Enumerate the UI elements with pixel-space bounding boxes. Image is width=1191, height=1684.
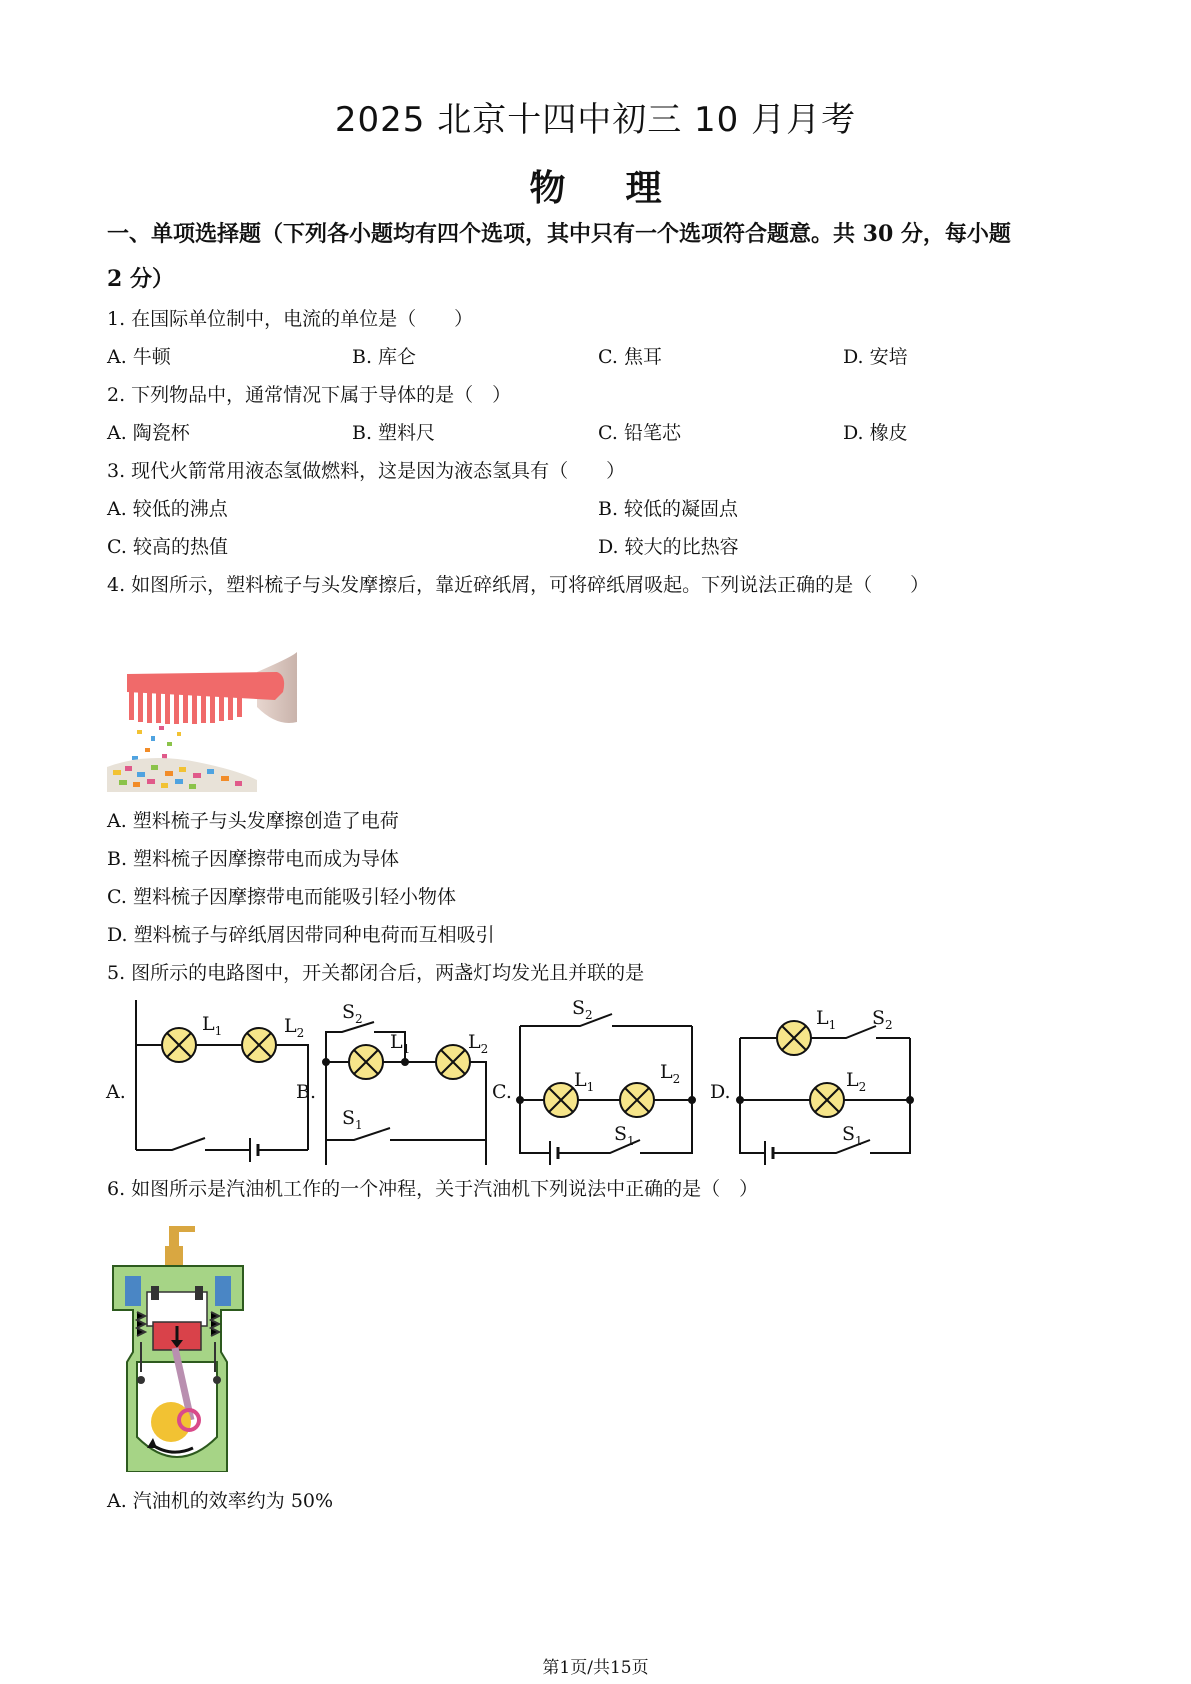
svg-text:L1: $L_1$ (390, 1031, 411, 1056)
q1-option-b: B. 库仑 (352, 346, 417, 368)
q3-option-b: B. 较低的凝固点 (598, 498, 739, 520)
circuit-c (492, 1000, 695, 1165)
engine-figure (107, 1222, 257, 1472)
circuit-a (105, 1000, 308, 1162)
svg-text:L1: $L_1$ (202, 1013, 223, 1038)
q2-option-a: A. 陶瓷杯 (107, 422, 190, 444)
section-heading: 一、单项选择题（下列各小题均有四个选项，其中只有一个选项符合题意。共 30 分，每小题 (107, 221, 1011, 247)
question-1-stem: 1. 在国际单位制中，电流的单位是（ ） (107, 308, 474, 330)
question-3-stem: 3. 现代火箭常用液态氢做燃料，这是因为液态氢具有（ ） (107, 460, 626, 482)
circuit-c-label: C. (492, 1081, 512, 1103)
comb-paper-figure (107, 652, 297, 792)
circuit-d-label: D. (710, 1081, 731, 1103)
q1-option-c: C. 焦耳 (598, 346, 662, 368)
circuit-b-label: B. (296, 1081, 317, 1103)
svg-text:L2: $L_2$ (660, 1061, 681, 1086)
svg-text:S2: $S_2$ (872, 1007, 893, 1032)
circuit-a-label: A. (106, 1081, 126, 1103)
question-5-stem: 5. 图所示的电路图中，开关都闭合后，两盏灯均发光且并联的是 (107, 962, 645, 984)
subject-title: 物理 (529, 167, 722, 209)
q4-option-d: D. 塑料梳子与碎纸屑因带同种电荷而互相吸引 (107, 924, 495, 946)
circuit-d (710, 1007, 913, 1165)
q4-option-c: C. 塑料梳子因摩擦带电而能吸引轻小物体 (107, 886, 456, 908)
svg-text:L2: $L_2$ (468, 1031, 489, 1056)
q3-option-c: C. 较高的热值 (107, 536, 228, 558)
svg-text:S1: $S_1$ (342, 1107, 363, 1132)
exam-title: 2025 北京十四中初三 10 月月考 (334, 100, 857, 140)
q4-option-a: A. 塑料梳子与头发摩擦创造了电荷 (107, 810, 399, 832)
q4-option-b: B. 塑料梳子因摩擦带电而成为导体 (107, 848, 400, 870)
svg-text:L2: $L_2$ (284, 1015, 305, 1040)
circuit-b (296, 1001, 488, 1165)
svg-text:S1: $S_1$ (614, 1123, 635, 1148)
svg-text:L1: $L_1$ (574, 1069, 595, 1094)
q2-option-c: C. 铅笔芯 (598, 422, 681, 444)
svg-text:L1: $L_1$ (816, 1007, 837, 1032)
q6-option-a: A. 汽油机的效率约为 50% (107, 1490, 334, 1512)
section-heading-cont: 2 分） (107, 266, 174, 292)
page-number: 第1页/共15页 (542, 1658, 649, 1678)
q1-option-a: A. 牛顿 (107, 346, 171, 368)
svg-text:S2: $S_2$ (572, 1000, 593, 1022)
question-2-stem: 2. 下列物品中，通常情况下属于导体的是（ ） (107, 384, 512, 406)
q2-option-b: B. 塑料尺 (352, 422, 436, 444)
question-6-stem: 6. 如图所示是汽油机工作的一个冲程，关于汽油机下列说法中正确的是（ ） (107, 1178, 759, 1200)
q1-option-d: D. 安培 (843, 346, 908, 368)
circuit-diagrams (100, 1000, 960, 1165)
q2-option-d: D. 橡皮 (843, 422, 908, 444)
q3-option-a: A. 较低的沸点 (107, 498, 228, 520)
question-4-stem: 4. 如图所示，塑料梳子与头发摩擦后，靠近碎纸屑，可将碎纸屑吸起。下列说法正确的是（ ） (107, 574, 930, 596)
svg-text:L2: $L_2$ (846, 1069, 867, 1094)
svg-text:S1: $S_1$ (842, 1123, 863, 1148)
q3-option-d: D. 较大的比热容 (598, 536, 739, 558)
svg-text:S2: $S_2$ (342, 1001, 363, 1026)
